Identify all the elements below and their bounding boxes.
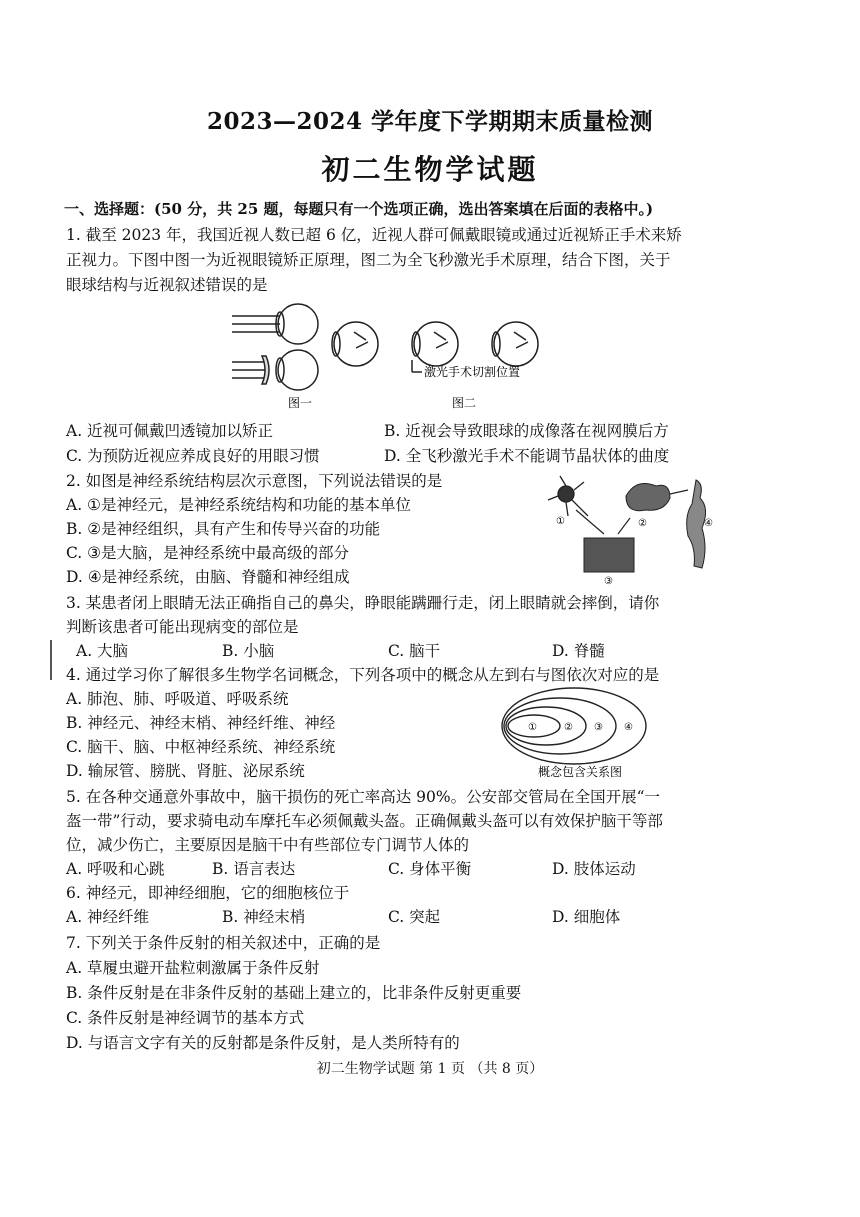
- q6-option-c: C. 突起: [388, 908, 441, 926]
- q2-mark-2: ②: [638, 518, 647, 529]
- q2-option-a: A. ①是神经元，是神经系统结构和功能的基本单位: [66, 496, 411, 514]
- q1-line3: 眼球结构与近视叙述错误的是: [66, 276, 268, 294]
- q5-line1: 5. 在各种交通意外事故中，脑干损伤的死亡率高达 90%。公安部交管局在全国开展“一: [66, 788, 661, 806]
- q3-option-c: C. 脑干: [388, 642, 441, 660]
- q5-option-c: C. 身体平衡: [388, 860, 472, 878]
- q6-option-a: A. 神经纤维: [66, 908, 150, 926]
- q4-mark-3: ③: [594, 722, 603, 733]
- q3-line2: 判断该患者可能出现病变的部位是: [66, 618, 299, 636]
- q4-mark-2: ②: [564, 722, 573, 733]
- q6-option-d: D. 细胞体: [552, 908, 621, 926]
- q2-option-c: C. ③是大脑，是神经系统中最高级的部分: [66, 544, 350, 562]
- q5-line3: 位，减少伤亡，主要原因是脑干中有些部位专门调节人体的: [66, 836, 470, 854]
- q7-option-b: B. 条件反射是在非条件反射的基础上建立的，比非条件反射更重要: [66, 984, 522, 1002]
- page-footer: 初二生物学试题 第 1 页 （共 8 页）: [316, 1061, 544, 1077]
- neuron-drawing: [548, 476, 588, 516]
- q4-mark-1: ①: [528, 722, 537, 733]
- q2-option-d: D. ④是神经系统，由脑、脊髓和神经组成: [66, 568, 350, 586]
- q6-stem: 6. 神经元，即神经细胞，它的细胞核位于: [66, 884, 350, 902]
- q4-mark-4: ④: [624, 722, 633, 733]
- exam-subtitle: 初二生物学试题: [321, 153, 539, 186]
- q6-option-b: B. 神经末梢: [222, 908, 306, 926]
- q1-option-c: C. 为预防近视应养成良好的用眼习惯: [66, 447, 320, 465]
- q3-option-a: A. 大脑: [76, 642, 129, 660]
- margin-mark: [50, 640, 52, 680]
- exam-title: 2023—2024 学年度下学期期末质量检测: [206, 108, 654, 135]
- q4-option-b: B. 神经元、神经末梢、神经纤维、神经: [66, 714, 336, 732]
- q1-line2: 正视力。下图中图一为近视眼镜矫正原理，图二为全飞秒激光手术原理，结合下图，关于: [66, 251, 671, 269]
- q4-option-a: A. 肺泡、肺、呼吸道、呼吸系统: [66, 690, 289, 708]
- figure2-label: 图二: [452, 396, 477, 410]
- q1-figure: [228, 300, 558, 412]
- figure2-caption: 激光手术切割位置: [424, 365, 521, 379]
- q7-stem: 7. 下列关于条件反射的相关叙述中，正确的是: [66, 934, 381, 952]
- q4-option-c: C. 脑干、脑、中枢神经系统、神经系统: [66, 738, 336, 756]
- tissue-drawing: [584, 538, 634, 572]
- q1-option-d: D. 全飞秒激光手术不能调节晶状体的曲度: [384, 447, 670, 465]
- human-body-drawing: [687, 480, 706, 568]
- section-heading: 一、选择题：(50 分，共 25 题，每题只有一个选项正确，选出答案填在后面的表格中。): [64, 200, 654, 218]
- q2-option-b: B. ②是神经组织，具有产生和传导兴奋的功能: [66, 520, 381, 538]
- q5-option-b: B. 语言表达: [212, 860, 296, 878]
- q1-option-b: B. 近视会导致眼球的成像落在视网膜后方: [384, 422, 669, 440]
- q4-option-d: D. 输尿管、膀胱、肾脏、泌尿系统: [66, 762, 305, 780]
- q7-option-d: D. 与语言文字有关的反射都是条件反射，是人类所特有的: [66, 1034, 460, 1052]
- q3-option-b: B. 小脑: [222, 642, 275, 660]
- q5-option-d: D. 肢体运动: [552, 860, 636, 878]
- q2-mark-3: ③: [604, 576, 613, 587]
- q3-option-d: D. 脊髓: [552, 642, 605, 660]
- q5-line2: 盔一带”行动，要求骑电动车摩托车必须佩戴头盔。正确佩戴头盔可以有效保护脑干等部: [66, 812, 663, 830]
- figure1-eye-diagrams: [232, 304, 318, 390]
- q7-option-a: A. 草履虫避开盐粒刺激属于条件反射: [66, 959, 320, 977]
- q3-line1: 3. 某患者闭上眼睛无法正确指自己的鼻尖，睁眼能蹒跚行走，闭上眼睛就会摔倒，请你: [66, 594, 660, 612]
- q2-figure: [546, 470, 716, 588]
- q1-line1: 1. 截至 2023 年，我国近视人数已超 6 亿，近视人群可佩戴眼镜或通过近视矫正手术来矫: [66, 226, 682, 244]
- q4-stem: 4. 通过学习你了解很多生物学名词概念，下列各项中的概念从左到右与图依次对应的是: [66, 666, 660, 684]
- q4-figure: [498, 684, 650, 780]
- q7-option-c: C. 条件反射是神经调节的基本方式: [66, 1009, 305, 1027]
- q1-option-a: A. 近视可佩戴凹透镜加以矫正: [66, 422, 274, 440]
- q5-option-a: A. 呼吸和心跳: [66, 860, 165, 878]
- q2-stem: 2. 如图是神经系统结构层次示意图，下列说法错误的是: [66, 472, 443, 490]
- q2-mark-4: ④: [704, 518, 713, 529]
- q4-figure-caption: 概念包含关系图: [538, 765, 623, 779]
- figure1-label: 图一: [288, 396, 313, 410]
- q2-mark-1: ①: [556, 516, 565, 527]
- brain-drawing: [626, 484, 670, 511]
